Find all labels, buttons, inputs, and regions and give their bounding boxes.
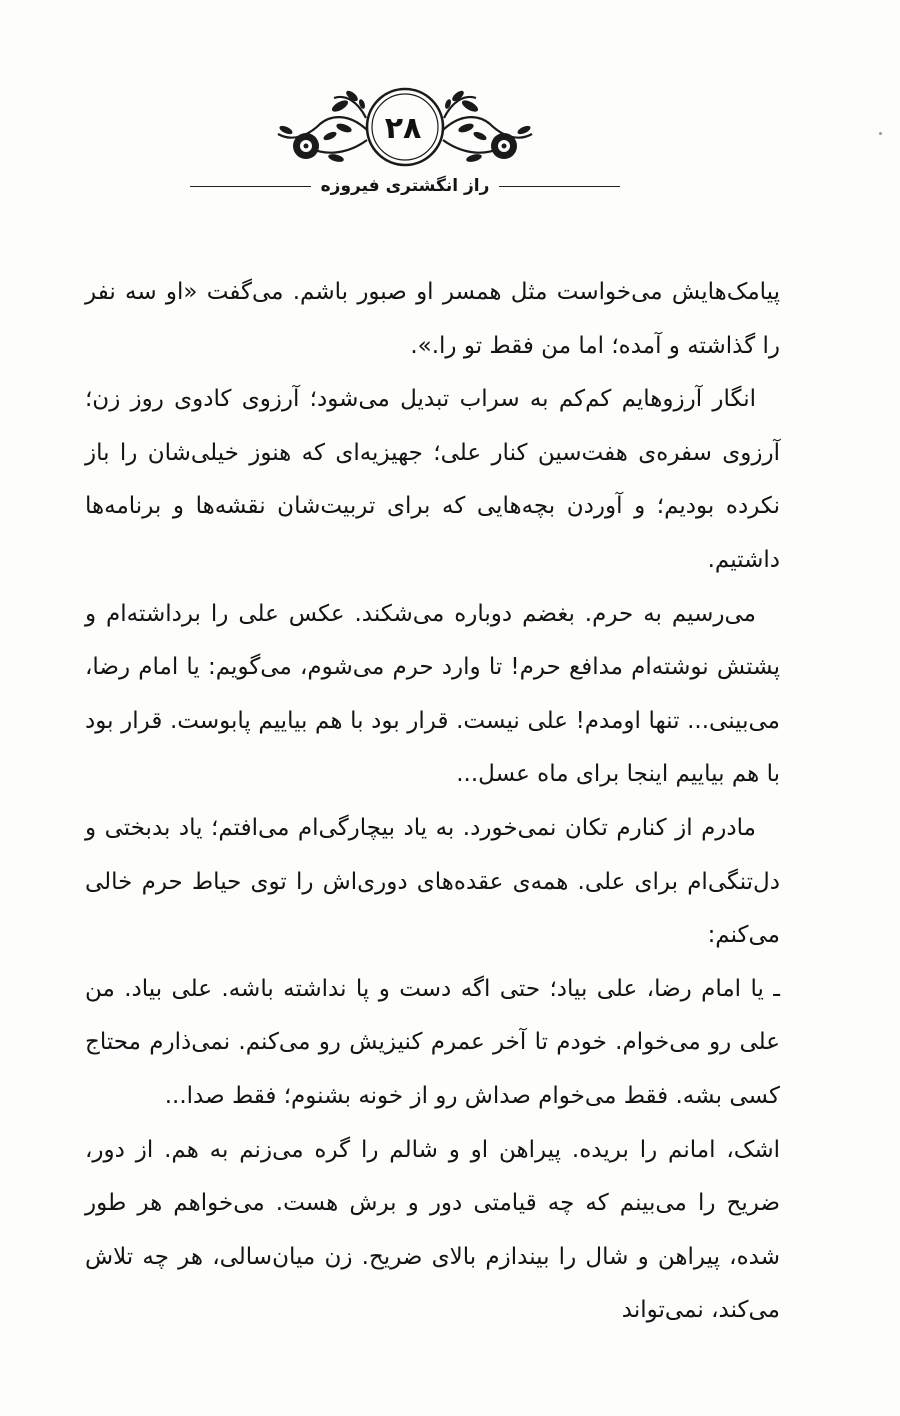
left-rule	[190, 186, 311, 187]
paragraph: مادرم از کنارم تکان نمی‌خورد. به یاد بیچارگی‌ام می‌افتم؛ یاد بدبختی و دل‌تنگی‌ام برای علی. همه‌ی عقده‌های دوری‌اش را توی حیاط حرم خالی می‌کنم:	[85, 814, 780, 949]
paragraph: اشک، امانم را بریده. پیراهن او و شالم را گره می‌زنم به هم. از دور، ضریح را می‌بینم که چه قیامتی دور و برش هست. می‌خواهم هر طور شده، پیراهن و شال را بیندازم بالای ضریح. زن میان‌سالی، هر چه تلاش می‌کند، نمی‌تواند	[85, 1136, 780, 1324]
paragraph: انگار آرزوهایم کم‌کم به سراب تبدیل می‌شود؛ آرزوی کادوی روز زن؛ آرزوی سفره‌ی هفت‌سین کنار علی؛ جهیزیه‌ای که هنوز خیلی‌شان را باز نکرده بودیم؛ و آوردن بچه‌هایی که برای تربیت‌شان نقشه‌ها و برنامه‌ها داشتیم.	[85, 386, 780, 573]
right-rule	[499, 186, 620, 187]
paragraph: می‌رسیم به حرم. بغضم دوباره می‌شکند. عکس علی را برداشته‌ام و پشتش نوشته‌ام مدافع حرم! تا وارد حرم می‌شوم، می‌گویم: یا امام رضا، می‌بینی... تنها اومدم! علی نیست. قرار بود با هم بیاییم پابوست. قرار بود با هم بیاییم اینجا برای ماه عسل...	[85, 600, 780, 788]
paragraph: پیامک‌هایش می‌خواست مثل همسر او صبور باشم. می‌گفت «او سه نفر را گذاشته و آمده؛ اما من فقط تو را.».	[85, 279, 780, 359]
running-title: راز انگشتری فیروزه	[320, 176, 490, 196]
scan-speck	[879, 132, 882, 135]
running-head	[190, 172, 620, 200]
page-number: ۲۸	[384, 111, 422, 146]
dialogue-paragraph: ـ یا امام رضا، علی بیاد؛ حتی اگه دست و پا نداشته باشه. علی بیاد. من علی رو می‌خوام. خودم تا آخر عمرم کنیزیش رو می‌کنم. نمی‌ذارم محتاج کسی بشه. فقط می‌خوام صداش رو از خونه بشنوم؛ فقط صدا...	[85, 975, 780, 1109]
body-text	[85, 266, 780, 1338]
